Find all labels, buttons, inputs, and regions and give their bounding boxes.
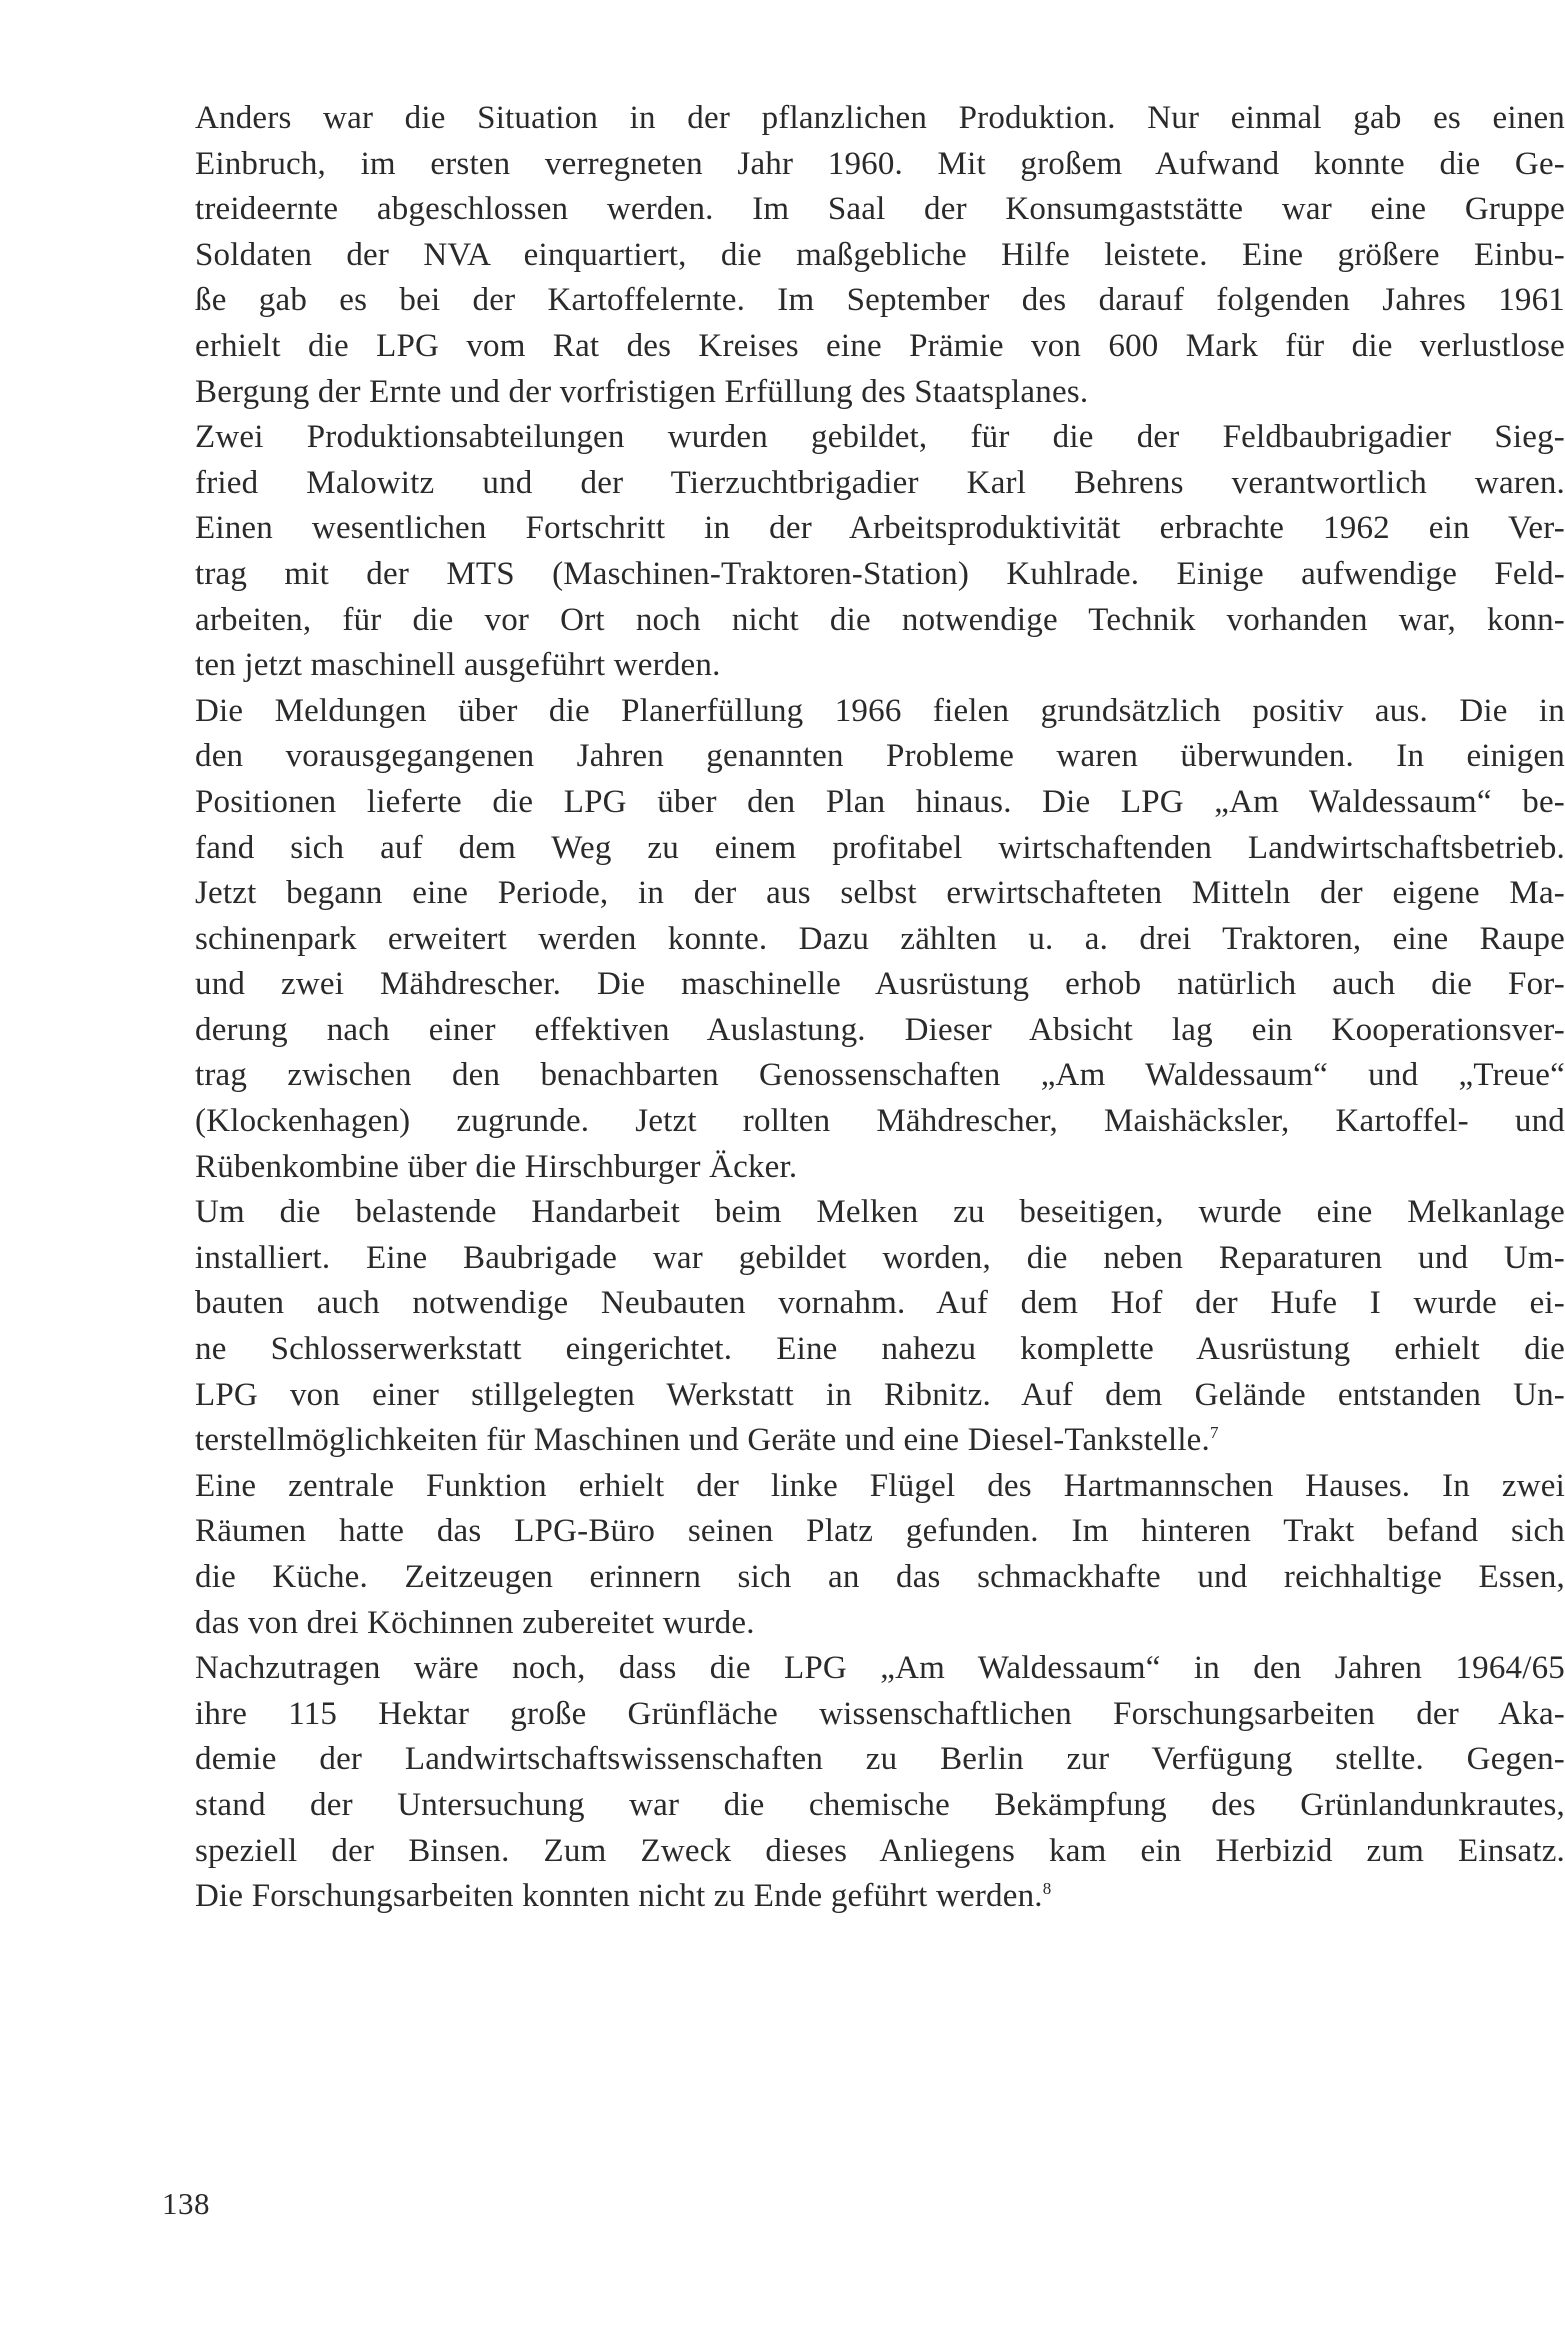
text-line-content: arbeiten, für die vor Ort noch nicht die notwendige Technik vorhanden war, konn- [195,601,1565,638]
text-line-content: das von drei Köchinnen zubereitet wurde. [195,1604,755,1641]
text-line-content: bauten auch notwendige Neubauten vornahm. Auf dem Hof der Hufe I wurde ei- [195,1285,1565,1322]
text-line [195,278,1565,324]
text-line [195,826,1565,872]
text-line-content: Um die belastende Handarbeit beim Melken zu beseitigen, wurde eine Melkanlage [195,1194,1565,1231]
text-line-content: speziell der Binsen. Zum Zweck dieses Anliegens kam ein Herbizid zum Einsatz. [195,1832,1565,1869]
text-line [195,233,1565,279]
text-line-content: Einen wesentlichen Fortschritt in der Arbeitsproduktivität erbrachte 1962 ein Ver- [195,510,1565,547]
footnote-marker: 7 [1209,1423,1219,1443]
text-line [195,1373,1565,1419]
text-line [195,1327,1565,1373]
text-line [195,370,1565,416]
page-number: 138 [162,2186,210,2221]
text-line [195,780,1565,826]
text-line [195,552,1565,598]
text-line [195,917,1565,963]
text-line-content: Zwei Produktionsabteilungen wurden gebildet, für die der Feldbaubrigadier Sieg- [195,419,1565,456]
text-line-content: terstellmöglichkeiten für Maschinen und Geräte und eine Diesel-Tankstelle. [195,1422,1210,1459]
text-line [195,1008,1565,1054]
text-line-content: erhielt die LPG vom Rat des Kreises eine Prämie von 600 Mark für die verlustlose [195,327,1565,364]
text-line [195,1145,1565,1191]
text-line [195,1190,1565,1236]
text-line [195,1281,1565,1327]
text-line-content: Anders war die Situation in der pflanzlichen Produktion. Nur einmal gab es einen [195,100,1565,136]
text-line-content: LPG von einer stillgelegten Werkstatt in Ribnitz. Auf dem Gelände entstanden Un- [195,1376,1565,1413]
text-line-content: Die Meldungen über die Planerfüllung 1966 fielen grundsätzlich positiv aus. Die in [195,692,1565,729]
text-line [195,1236,1565,1282]
text-line-content: den vorausgegangenen Jahren genannten Probleme waren überwunden. In einigen [195,738,1565,775]
text-line [195,1555,1565,1601]
text-line [195,1509,1565,1555]
text-line-content: trag mit der MTS (Maschinen-Traktoren-Station) Kuhlrade. Einige aufwendige Feld- [195,555,1565,592]
text-line-content: Nachzutragen wäre noch, dass die LPG „Am Waldessaum“ in den Jahren 1964/65 [195,1650,1565,1687]
footnote-marker: 8 [1042,1879,1052,1899]
text-line [195,871,1565,917]
text-line-content: treideernte abgeschlossen werden. Im Saal der Konsumgaststätte war eine Gruppe [195,191,1565,228]
text-line [195,96,1565,142]
text-line-content: derung nach einer effektiven Auslastung. Dieser Absicht lag ein Kooperationsver- [195,1011,1565,1048]
text-line-content: Rübenkombine über die Hirschburger Äcker. [195,1148,798,1185]
text-line-content: demie der Landwirtschaftswissenschaften zu Berlin zur Verfügung stellte. Gegen- [195,1741,1565,1778]
text-line-content: Die Forschungsarbeiten konnten nicht zu Ende geführt werden. [195,1878,1043,1915]
text-line [195,506,1565,552]
text-line [195,1418,1565,1464]
text-line-content: stand der Untersuchung war die chemische Bekämpfung des Grünlandunkrautes, [195,1786,1565,1823]
text-line [195,1099,1565,1145]
text-line [195,643,1565,689]
text-line-content: schinenpark erweitert werden konnte. Dazu zählten u. a. drei Traktoren, eine Raupe [195,920,1565,957]
text-line-content: Positionen lieferte die LPG über den Plan hinaus. Die LPG „Am Waldessaum“ be- [195,783,1565,820]
text-line [195,1053,1565,1099]
text-line-content: Räumen hatte das LPG-Büro seinen Platz gefunden. Im hinteren Trakt befand sich [195,1513,1565,1550]
text-line-content: ße gab es bei der Kartoffelernte. Im September des darauf folgenden Jahres 1961 [195,282,1565,319]
text-line [195,962,1565,1008]
text-line [195,1692,1565,1738]
text-line-content: und zwei Mähdrescher. Die maschinelle Ausrüstung erhob natürlich auch die For- [195,966,1565,1003]
text-line-content: (Klockenhagen) zugrunde. Jetzt rollten Mähdrescher, Maishäcksler, Kartoffel- und [195,1103,1565,1140]
text-line-content: ten jetzt maschinell ausgeführt werden. [195,647,721,684]
text-line [195,734,1565,780]
text-line-content: ne Schlosserwerkstatt eingerichtet. Eine nahezu komplette Ausrüstung erhielt die [195,1331,1565,1368]
text-line [195,689,1565,735]
text-line [195,1737,1565,1783]
text-line-content: trag zwischen den benachbarten Genossenschaften „Am Waldessaum“ und „Treue“ [195,1057,1565,1094]
text-line [195,1601,1565,1647]
text-line [195,1829,1565,1875]
text-line [195,1874,1565,1920]
text-line [195,1783,1565,1829]
text-line-content: Soldaten der NVA einquartiert, die maßgebliche Hilfe leistete. Eine größere Einbu- [195,236,1565,273]
text-line [195,187,1565,233]
text-line [195,461,1565,507]
text-line-content: Eine zentrale Funktion erhielt der linke Flügel des Hartmannschen Hauses. In zwei [195,1467,1565,1504]
text-line [195,415,1565,461]
text-line-content: Bergung der Ernte und der vorfristigen Erfüllung des Staatsplanes. [195,373,1089,410]
text-line [195,142,1565,188]
text-line [195,1646,1565,1692]
text-line [195,598,1565,644]
text-line [195,324,1565,370]
text-line-content: die Küche. Zeitzeugen erinnern sich an das schmackhafte und reichhaltige Essen, [195,1559,1565,1595]
text-line-content: fand sich auf dem Weg zu einem profitabel wirtschaftenden Landwirtschaftsbetrieb. [195,829,1565,866]
text-line-content: Jetzt begann eine Periode, in der aus selbst erwirtschafteten Mitteln der eigene Ma- [195,875,1565,912]
text-line-content: Einbruch, im ersten verregneten Jahr 1960. Mit großem Aufwand konnte die Ge- [195,145,1565,182]
text-line-content: fried Malowitz und der Tierzuchtbrigadier Karl Behrens verantwortlich waren. [195,464,1565,501]
body-text [195,96,1565,1920]
text-line-content: ihre 115 Hektar große Grünfläche wissenschaftlichen Forschungsarbeiten der Aka- [195,1695,1565,1732]
text-line-content: installiert. Eine Baubrigade war gebildet worden, die neben Reparaturen und Um- [195,1239,1565,1276]
text-line [195,1464,1565,1510]
